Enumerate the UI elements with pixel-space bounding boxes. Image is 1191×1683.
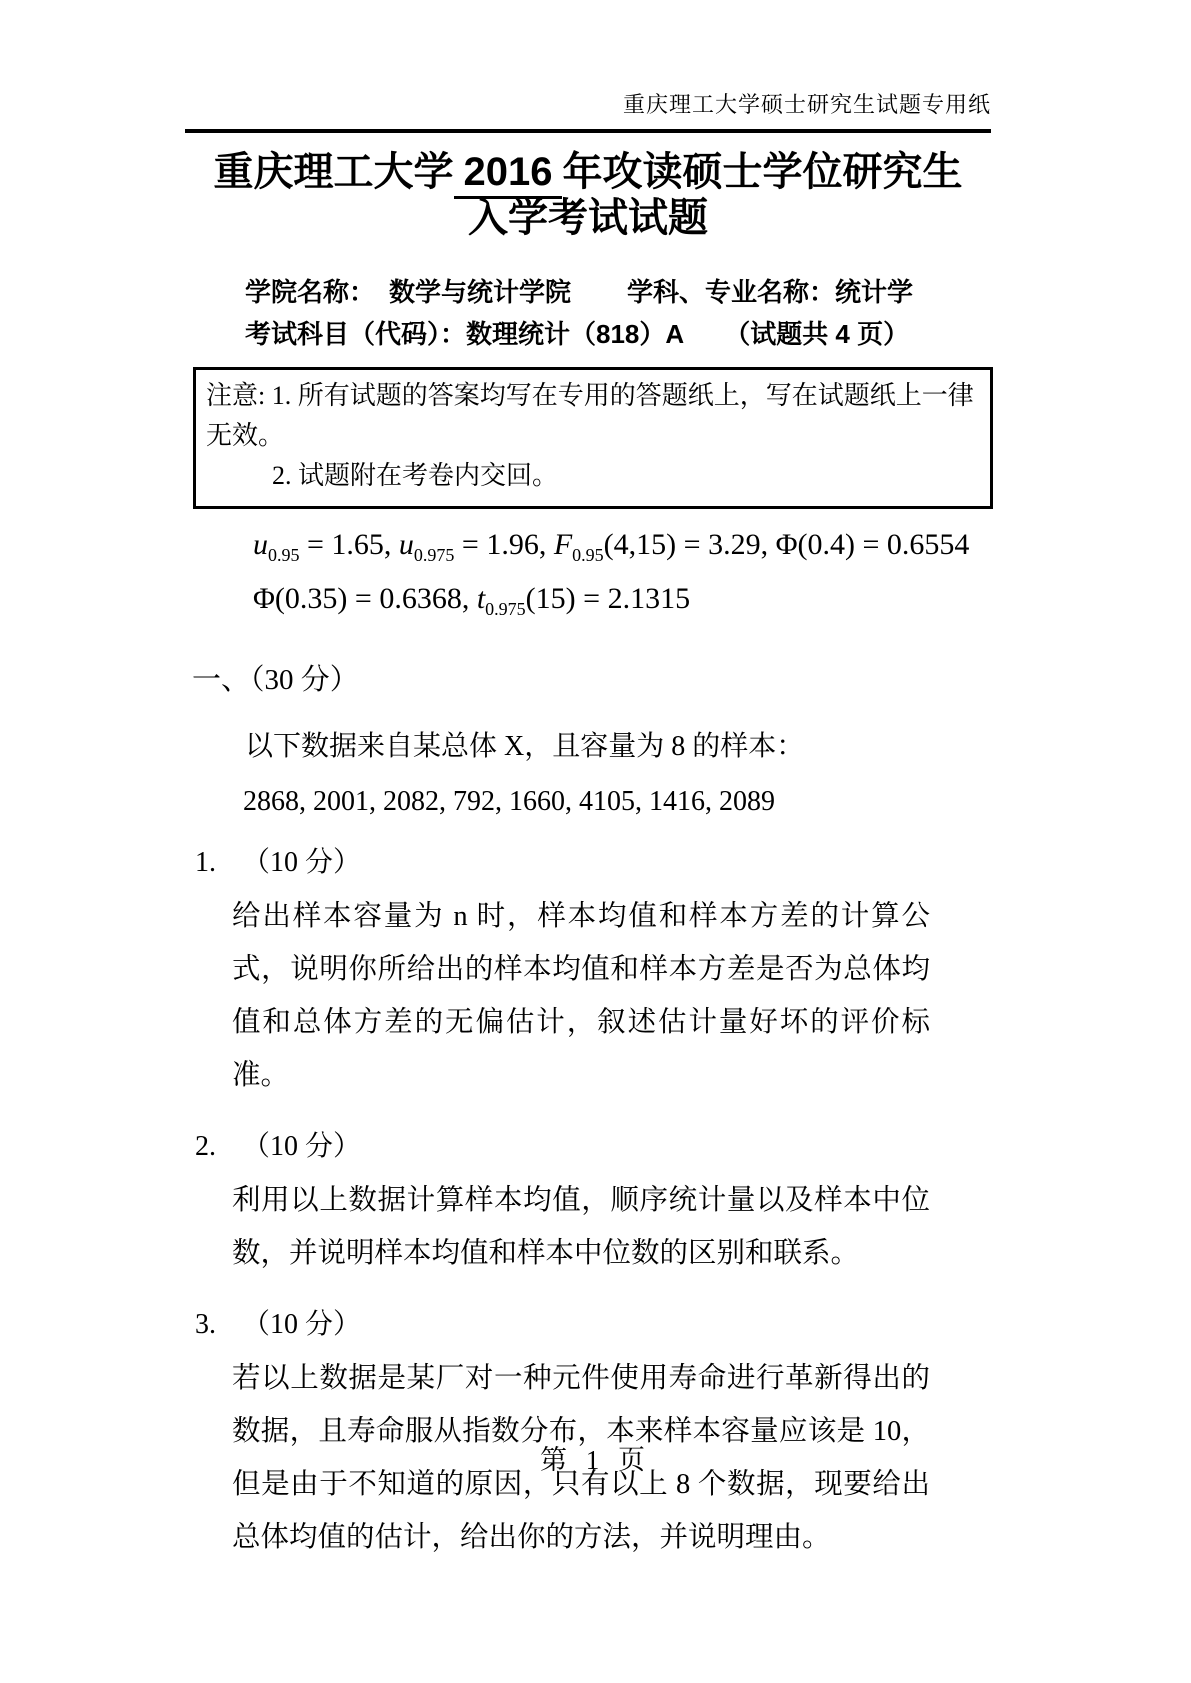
question-3-head: [185, 1302, 991, 1342]
formula-text: (4,15) = 3.29, Φ(0.4) = 0.6554: [603, 528, 970, 561]
title-post: 年攻读硕士学位研究生: [562, 150, 963, 194]
page-content: [185, 0, 991, 1564]
exam-info: [185, 271, 991, 355]
question-points: （10 分）: [242, 1309, 362, 1340]
question-item-3: [185, 1302, 991, 1564]
aux-values: [185, 523, 991, 631]
section-1-intro: 以下数据来自某总体 X，且容量为 8 的样本：: [245, 731, 805, 762]
question-3-text: 若以上数据是某厂对一种元件使用寿命进行革新得出的数据，且寿命服从指数分布，本来样本容量应该是 10，但是由于不知道的原因，只有以上 8 个数据，现要给出总体均值的估计，给出你的方法，并说明理由。: [232, 1363, 930, 1553]
formula-var: t: [476, 582, 486, 615]
title-year-underlined: 2016: [454, 150, 563, 199]
page-title: [185, 149, 991, 241]
question-points: （10 分）: [242, 1131, 362, 1162]
question-points: （10 分）: [242, 847, 362, 878]
college-label: 学院名称：: [245, 277, 376, 307]
header-note: 重庆理工大学硕士研究生试题专用纸: [622, 92, 991, 117]
page-number: 第 1 页: [540, 1445, 651, 1475]
notice-line-1: 注意: 1. 所有试题的答案均写在专用的答题纸上，写在试题纸上一律无效。: [206, 381, 974, 450]
aux-values-line-2: [253, 577, 991, 631]
pages-note: （试题共 4 页）: [724, 319, 910, 349]
question-number: 1.: [195, 847, 216, 878]
notice-line-2: 2. 试题附在考卷内交回。: [272, 461, 559, 490]
header-rule: [185, 129, 991, 133]
formula-var: u: [398, 528, 414, 561]
college-value: 数学与统计学院: [389, 277, 572, 307]
formula-sub: 0.975: [485, 599, 526, 619]
title-pre: 重庆理工大学: [213, 150, 454, 194]
major-value: 统计学: [835, 277, 914, 307]
info-line-1: [245, 271, 991, 313]
question-2-head: [185, 1124, 991, 1164]
question-2-text: 利用以上数据计算样本均值，顺序统计量以及样本中位数，并说明样本均值和样本中位数的区别和联系。: [232, 1185, 930, 1269]
question-1-head: [185, 840, 991, 880]
formula-var: F: [553, 528, 573, 561]
info-line-2: [245, 313, 991, 355]
question-item-2: [185, 1124, 991, 1280]
aux-values-line-1: [253, 523, 991, 577]
formula-sub: 0.95: [572, 545, 604, 565]
formula-text: = 1.96,: [454, 528, 554, 561]
title-line-1: [185, 149, 991, 195]
subject-label: 考试科目（代码）：: [245, 319, 467, 349]
formula-sub: 0.975: [413, 545, 455, 565]
notice-box: [193, 367, 993, 509]
sample-data-line: 2868, 2001, 2082, 792, 1660, 4105, 1416, 2089: [243, 786, 775, 817]
formula-text: (15) = 2.1315: [525, 582, 691, 615]
section-1-heading: 一、（30 分）: [192, 664, 359, 696]
question-item-1: [185, 840, 991, 1102]
formula-sub: 0.95: [268, 545, 300, 565]
title-line-2: 入学考试试题: [468, 196, 708, 240]
major-label: 学科、专业名称：: [627, 277, 836, 307]
question-1-text: 给出样本容量为 n 时，样本均值和样本方差的计算公式，说明你所给出的样本均值和样本方差是否为总体均值和总体方差的无偏估计，叙述估计量好坏的评价标准。: [232, 901, 930, 1091]
question-number: 3.: [195, 1309, 216, 1340]
formula-text: = 1.65,: [299, 528, 399, 561]
subject-value: 数理统计（818）A: [466, 319, 685, 349]
question-number: 2.: [195, 1131, 216, 1162]
formula-text: Φ(0.35) = 0.6368,: [253, 582, 477, 615]
formula-var: u: [253, 528, 268, 561]
